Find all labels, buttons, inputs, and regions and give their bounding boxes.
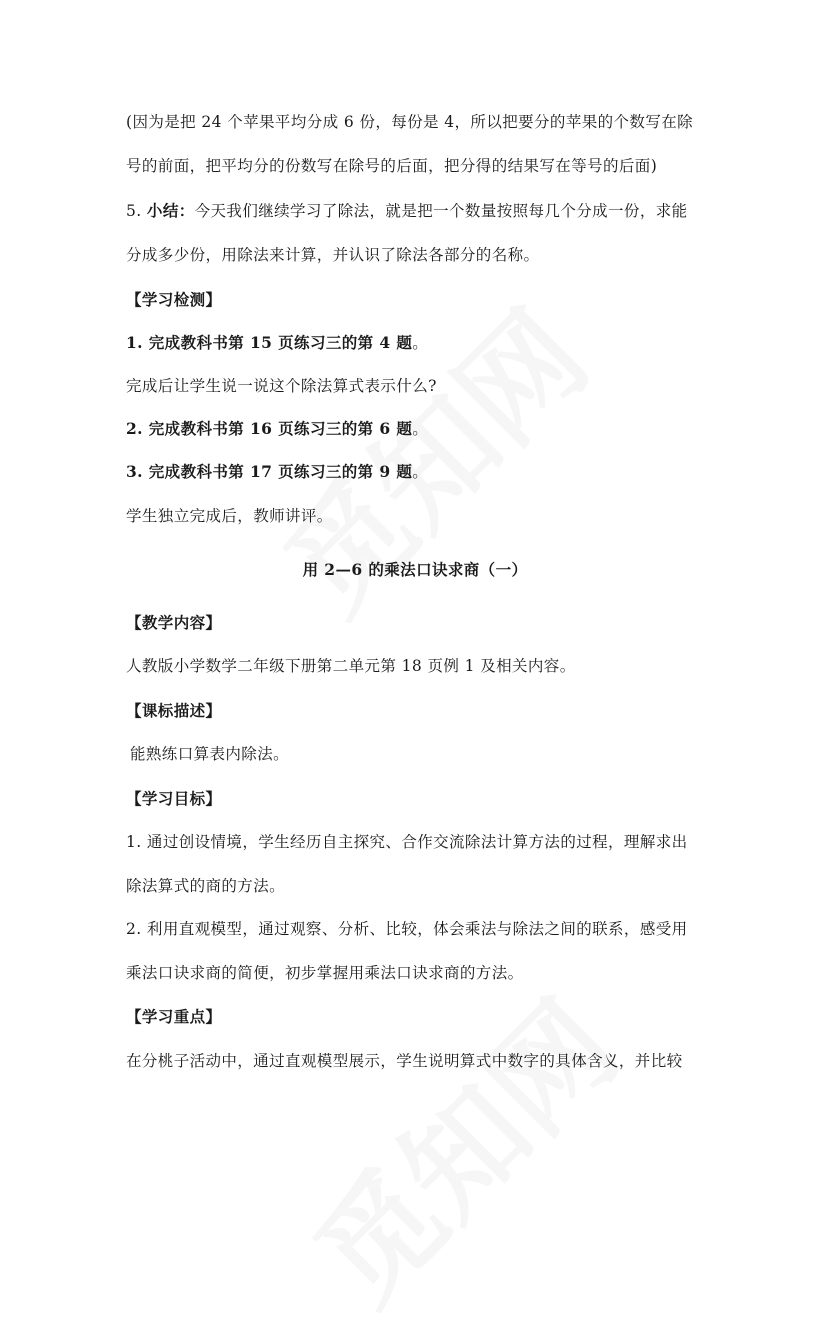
paragraph-line: 号的前面，把平均分的份数写在除号的后面，把分得的结果写在等号的后面) — [126, 157, 658, 175]
paragraph-line: 2. 利用直观模型，通过观察、分析、比较，体会乘法与除法之间的联系，感受用 — [126, 920, 688, 938]
section-heading-standard: 【课标描述】 — [126, 701, 222, 720]
task-note: 学生独立完成后，教师讲评。 — [126, 507, 333, 525]
section-heading-content: 【教学内容】 — [126, 613, 222, 632]
task-item — [126, 461, 716, 483]
section-heading-learning-check: 【学习检测】 — [126, 290, 222, 309]
summary-label: 小结： — [146, 201, 195, 220]
paragraph-line: 除法算式的商的方法。 — [126, 877, 286, 895]
paragraph-line: 1. 通过创设情境，学生经历自主探究、合作交流除法计算方法的过程，理解求出 — [126, 833, 688, 851]
summary-line — [126, 200, 716, 222]
task-end: 。 — [412, 420, 429, 438]
task-note: 完成后让学生说一说这个除法算式表示什么? — [126, 377, 437, 395]
paragraph-line: 人教版小学数学二年级下册第二单元第 18 页例 1 及相关内容。 — [126, 657, 576, 675]
paragraph-line: 在分桃子活动中，通过直观模型展示，学生说明算式中数字的具体含义，并比较 — [126, 1052, 683, 1070]
task-end: 。 — [412, 334, 429, 352]
task-end: 。 — [412, 463, 429, 481]
paragraph-line: 能熟练口算表内除法。 — [130, 745, 290, 763]
task-text: 2. 完成教科书第 16 页练习三的第 6 题 — [126, 419, 413, 438]
task-item — [126, 418, 716, 440]
summary-text: 今天我们继续学习了除法，就是把一个数量按照每几个分成一份，求能 — [194, 202, 688, 220]
paragraph-line: 乘法口诀求商的简便，初步掌握用乘法口诀求商的方法。 — [126, 964, 524, 982]
task-text: 1. 完成教科书第 15 页练习三的第 4 题 — [126, 333, 413, 352]
paragraph-line: 分成多少份，用除法来计算，并认识了除法各部分的名称。 — [126, 246, 540, 264]
task-text: 3. 完成教科书第 17 页练习三的第 9 题 — [126, 462, 413, 481]
watermark — [242, 268, 618, 644]
lesson-title: 用 2—6 的乘法口诀求商（一） — [302, 560, 528, 579]
section-heading-objectives: 【学习目标】 — [126, 789, 222, 808]
section-heading-focus: 【学习重点】 — [126, 1007, 222, 1026]
paragraph-line: (因为是把 24 个苹果平均分成 6 份，每份是 4，所以把要分的苹果的个数写在除 — [126, 113, 694, 131]
summary-number: 5. — [126, 202, 147, 220]
task-item — [126, 332, 716, 354]
